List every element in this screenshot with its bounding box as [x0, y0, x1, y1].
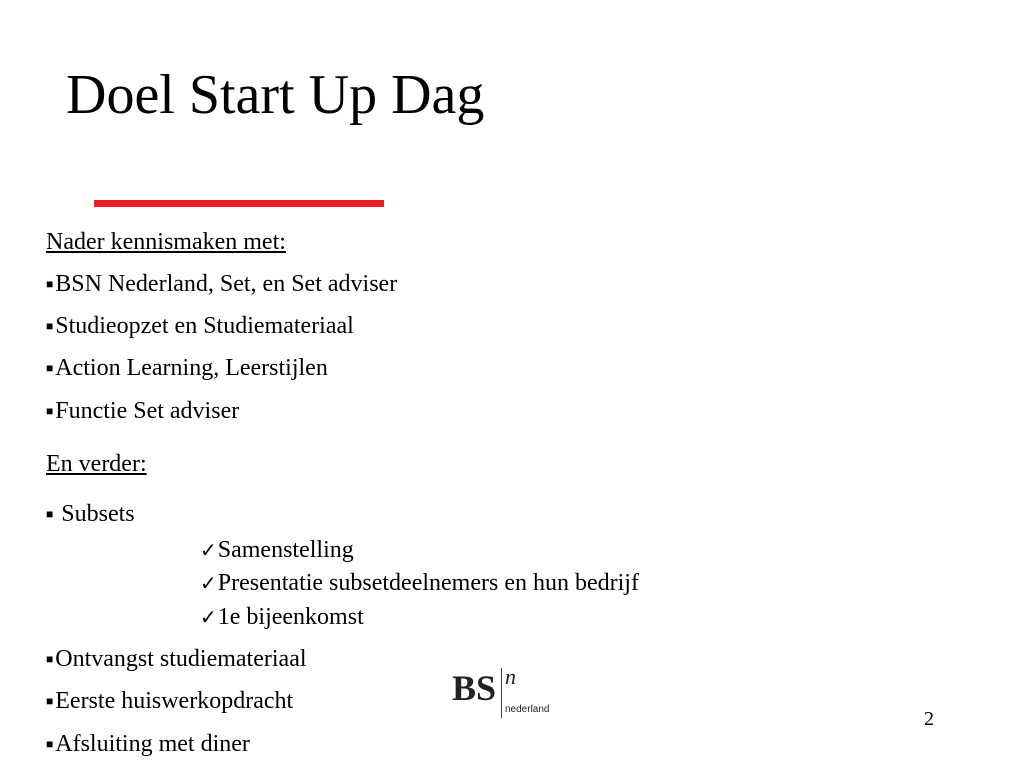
- logo-divider: [501, 668, 502, 718]
- slide-title: Doel Start Up Dag: [66, 64, 485, 126]
- logo-main-text: BS: [452, 668, 497, 708]
- square-bullet-icon: ■: [46, 277, 54, 291]
- list-item: ■Afsluiting met diner: [46, 731, 250, 757]
- square-bullet-icon: ■: [46, 737, 54, 751]
- square-bullet-icon: ■: [46, 507, 54, 521]
- section-heading-kennismaken: Nader kennismaken met:: [46, 229, 286, 255]
- title-accent-bar: [94, 200, 384, 207]
- square-bullet-icon: ■: [46, 404, 54, 418]
- list-item: ■Ontvangst studiemateriaal: [46, 646, 307, 672]
- section-heading-en-verder: En verder:: [46, 451, 147, 477]
- square-bullet-icon: ■: [46, 694, 54, 708]
- list-item: ■Eerste huiswerkopdracht: [46, 688, 294, 714]
- list-item: ■Action Learning, Leerstijlen: [46, 355, 328, 381]
- logo-subtitle: nederland: [505, 704, 550, 715]
- list-item-subsets: ■ Subsets: [46, 501, 135, 527]
- sub-list-item: ✓Samenstelling: [200, 537, 354, 563]
- bsn-logo: [452, 666, 562, 722]
- checkmark-icon: ✓: [200, 571, 217, 595]
- logo-superscript: n: [505, 664, 516, 689]
- sub-list-item: ✓Presentatie subsetdeelnemers en hun bedrijf: [200, 570, 639, 596]
- list-item: ■BSN Nederland, Set, en Set adviser: [46, 271, 398, 297]
- checkmark-icon: ✓: [200, 538, 217, 562]
- list-item: ■Studieopzet en Studiemateriaal: [46, 313, 354, 339]
- list-item: ■Functie Set adviser: [46, 398, 240, 424]
- sub-list-item: ✓1e bijeenkomst: [200, 604, 364, 630]
- checkmark-icon: ✓: [200, 605, 217, 629]
- square-bullet-icon: ■: [46, 361, 54, 375]
- square-bullet-icon: ■: [46, 652, 54, 666]
- page-number: 2: [924, 708, 934, 730]
- square-bullet-icon: ■: [46, 319, 54, 333]
